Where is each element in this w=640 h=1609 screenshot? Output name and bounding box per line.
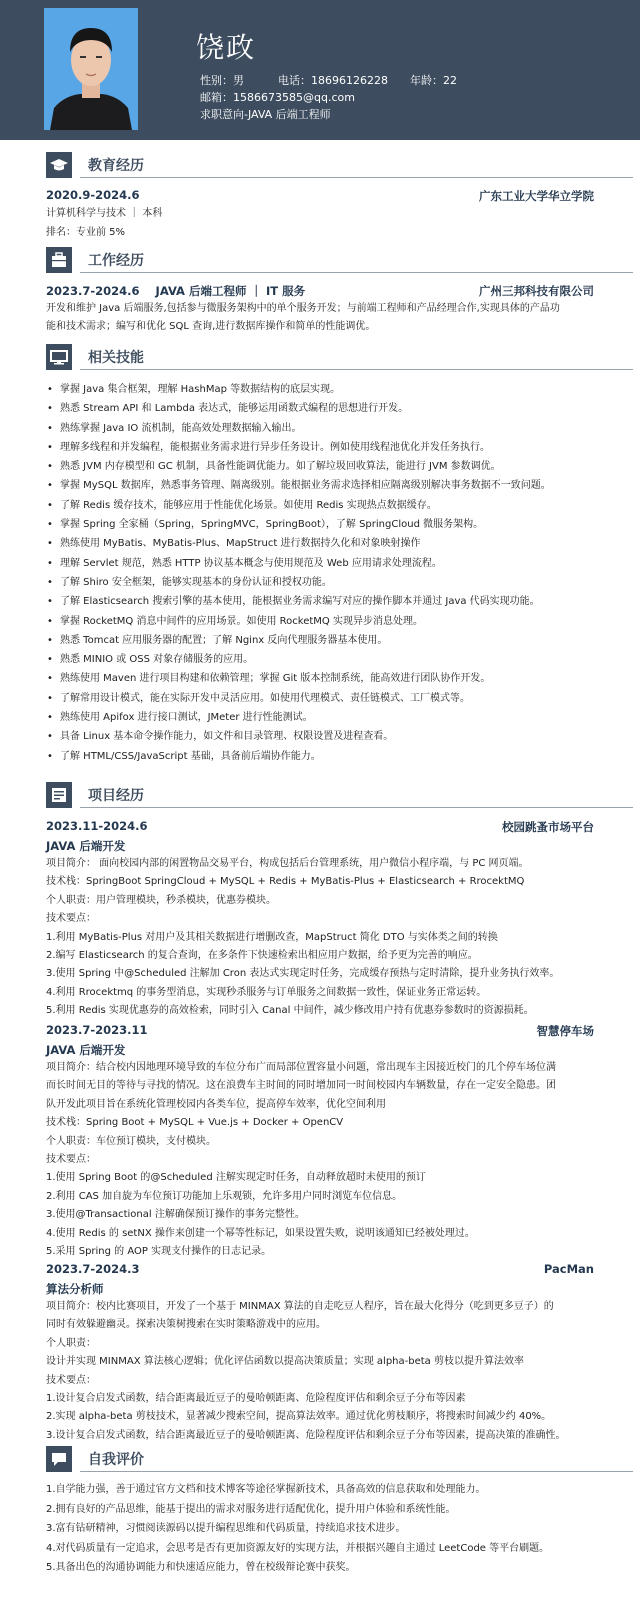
skill-item	[46, 727, 596, 746]
text-line: 1.设计复合启发式函数，结合距离最近豆子的曼哈顿距离、危险程度评估和剩余豆子分布等因素	[46, 1393, 466, 1404]
text-line: 同时有效躲避幽灵。探索决策树搜索在实时策略游戏中的应用。	[46, 1319, 326, 1331]
skill-item	[46, 650, 596, 669]
text-line: 3.富有钻研精神，习惯阅读源码以提升编程思维和代码质量，持续追求技术进步。	[46, 1523, 406, 1534]
bullet-icon: •	[47, 654, 53, 666]
skill-item	[46, 419, 596, 438]
project-name: PacMan	[543, 1262, 594, 1276]
skill-item	[46, 438, 596, 457]
avatar	[44, 8, 138, 130]
education-date: 2020.9-2024.6	[46, 188, 140, 202]
school-name: 广东工业大学华立学院	[479, 189, 594, 203]
company-name: 广州三邦科技有限公司	[479, 284, 594, 298]
text-line: 项目简介：校内比赛项目，开发了一个基于 MINMAX 算法的自走吃豆人程序，旨在最大化得分（吃到更多豆子）的	[46, 1301, 554, 1312]
section-title: 项目经历	[88, 788, 144, 804]
text-line: 1.使用 Spring Boot 的@Scheduled 注解实现定时任务，自动释放超时未使用的预订	[46, 1172, 426, 1184]
section-title: 自我评价	[88, 1452, 144, 1468]
text-line: 2.编写 Elasticsearch 的复合查询，在多条件下快速检索出相应用户数据，给予更为完善的响应。	[46, 950, 478, 961]
text-line: 设计并实现 MINMAX 算法核心逻辑；优化评估函数以提高决策质量；实现 alpha-beta 剪枝以提升算法效率	[46, 1356, 524, 1368]
project-row	[46, 819, 594, 835]
project-name: 校园跳蚤市场平台	[502, 820, 594, 834]
section-title: 相关技能	[88, 350, 144, 366]
text-line: 2.实现 alpha-beta 剪枝技术，显著减少搜索空间，提高算法效率。通过优化剪枝顺序，将搜索时间减少约 40%。	[46, 1411, 552, 1423]
skill-item	[46, 380, 596, 399]
education-major: 计算机科学与技术 ｜ 本科	[46, 208, 163, 219]
bullet-icon: •	[47, 731, 53, 743]
skill-item	[46, 476, 596, 495]
text-line: 4.使用 Redis 的 setNX 操作来创建一个幂等性标记，如果设置失败，说明该通知已经被处理过。	[46, 1227, 475, 1239]
skill-text: 熟练使用 Apifox 进行接口测试，JMeter 进行性能测试。	[60, 712, 313, 724]
skill-text: 具备 Linux 基本命令操作能力，如文件和目录管理、权限设置及进程查看。	[60, 731, 394, 743]
age: 年龄：22	[410, 74, 457, 87]
skill-text: 了解 Shiro 安全框架，能够实现基本的身份认证和授权功能。	[60, 576, 332, 588]
text-line: 项目简介：结合校内因地理环境导致的车位分布广而局部位置容量小问题，常出现车主因接近校门的几个停车场位满	[46, 1062, 556, 1073]
bullet-icon: •	[47, 712, 53, 724]
skill-text: 掌握 MySQL 数据库，熟悉事务管理、隔离级别。能根据业务需求选择相应隔离级别解决事务数据不一致问题。	[60, 480, 551, 492]
skill-text: 掌握 Spring 全家桶（Spring，SpringMVC，SpringBoot），了解 SpringCloud 微服务架构。	[60, 519, 484, 531]
skill-item	[46, 515, 596, 534]
gender: 性别：男	[200, 74, 244, 87]
bullet-icon: •	[47, 576, 53, 588]
section-divider	[80, 177, 633, 178]
education-rank: 排名：专业前 5%	[46, 227, 126, 238]
graduation-cap-icon	[46, 152, 72, 178]
section-divider	[80, 1471, 633, 1472]
text-line: 而长时间无目的等待与寻找的情况。这在浪费车主时间的同时增加同一时间校园内车辆数量，存在一定安全隐患。团	[46, 1080, 556, 1092]
text-line: 3.使用@Transactional 注解确保预订操作的事务完整性。	[46, 1209, 305, 1221]
text-line: 4.对代码质量有一定追求，会思考是否有更加资源友好的实现方法，并根据兴趣自主通过 LeetCode 等平台刷题。	[46, 1542, 550, 1554]
project-row	[46, 1023, 594, 1039]
skill-text: 熟练掌握 Java IO 流机制，能高效处理数据输入输出。	[60, 422, 302, 434]
project-name: 智慧停车场	[536, 1024, 594, 1038]
project-role: 算法分析师	[46, 1282, 104, 1296]
bullet-icon: •	[47, 519, 53, 531]
candidate-name: 饶政	[196, 31, 257, 64]
skill-item	[46, 612, 596, 631]
skills-list	[46, 380, 596, 766]
skill-text: 熟悉 JVM 内存模型和 GC 机制，具备性能调优能力。如了解垃圾回收算法，能进行 JVM 参数调优。	[60, 461, 501, 473]
skill-text: 了解常用设计模式，能在实际开发中灵活应用。如使用代理模式、责任链模式、工厂模式等。	[60, 692, 470, 704]
text-line: 项目简介： 面向校园内部的闲置物品交易平台，构成包括后台管理系统，用户微信小程序端，与 PC 网页端。	[46, 858, 529, 869]
bullet-icon: •	[47, 384, 53, 395]
text-line: 5.采用 Spring 的 AOP 实现支付操作的日志记录。	[46, 1246, 272, 1257]
bullet-icon: •	[47, 634, 53, 646]
skill-text: 了解 HTML/CSS/JavaScript 基础，具备前后端协作能力。	[60, 750, 321, 762]
bullet-icon: •	[47, 615, 53, 627]
text-line: 个人职责：	[46, 1337, 96, 1349]
project-date: 2023.11-2024.6	[46, 819, 148, 833]
text-line: 技术栈：SpringBoot SpringCloud + MySQL + Redis + MyBatis-Plus + Elasticsearch + RrocektMQ	[46, 876, 525, 888]
bullet-icon: •	[47, 499, 53, 511]
section-title: 教育经历	[88, 158, 144, 174]
text-line: 个人职责：用户管理模块，秒杀模块，优惠券模块。	[46, 894, 276, 906]
skill-item	[46, 457, 596, 476]
bullet-icon: •	[47, 750, 53, 762]
skill-text: 理解多线程和并发编程，能根据业务需求进行异步任务设计。例如使用线程池优化并发任务执行。	[60, 441, 490, 453]
portrait-image	[44, 8, 138, 130]
text-line: 技术栈：Spring Boot + MySQL + Vue.js + Docker + OpenCV	[46, 1117, 344, 1129]
skill-item	[46, 669, 596, 688]
bullet-icon: •	[47, 692, 53, 704]
skill-text: 熟练使用 Maven 进行项目构建和依赖管理；掌握 Git 版本控制系统，能高效进行团队协作开发。	[60, 673, 491, 685]
phone: 电话：18696126228	[278, 74, 388, 87]
section-divider	[80, 369, 633, 370]
text-line: 5.具备出色的沟通协调能力和快速适应能力，曾在校级辩论赛中获奖。	[46, 1562, 356, 1573]
skill-item	[46, 747, 596, 766]
text-line: 2.拥有良好的产品思维，能基于提出的需求对服务进行适配优化，提升用户体验和系统性能。	[46, 1503, 456, 1515]
skill-item	[46, 592, 596, 611]
text-line: 技术要点：	[46, 913, 96, 925]
bullet-icon: •	[47, 673, 53, 685]
text-line: 队开发此项目旨在系统化管理校园内各类车位，提高停车效率，优化空间利用	[46, 1098, 386, 1110]
skill-item	[46, 689, 596, 708]
project-date: 2023.7-2024.3	[46, 1262, 140, 1276]
skill-text: 掌握 Java 集合框架，理解 HashMap 等数据结构的底层实现。	[60, 384, 341, 395]
work-description: 能和技术需求；编写和优化 SQL 查询,进行数据库操作和简单的性能调优。	[46, 321, 376, 332]
bullet-icon: •	[47, 461, 53, 473]
text-line: 1.利用 MyBatis-Plus 对用户及其相关数据进行增删改查，MapStruct 简化 DTO 与实体类之间的转换	[46, 931, 498, 943]
text-line: 个人职责：车位预订模块，支付模块。	[46, 1135, 216, 1147]
skill-text: 熟悉 MINIO 或 OSS 对象存储服务的应用。	[60, 654, 254, 666]
briefcase-icon	[46, 247, 72, 273]
bullet-icon: •	[47, 538, 53, 550]
skill-item	[46, 631, 596, 650]
skill-text: 掌握 RocketMQ 消息中间件的应用场景。如使用 RocketMQ 实现异步消息处理。	[60, 615, 423, 627]
skill-item	[46, 573, 596, 592]
work-row	[46, 283, 594, 299]
skill-text: 了解 Redis 缓存技术，能够应用于性能优化场景。如使用 Redis 实现热点数据缓存。	[60, 499, 437, 511]
bullet-icon: •	[47, 480, 53, 492]
bullet-icon: •	[47, 403, 53, 415]
project-row	[46, 1262, 594, 1278]
text-line: 技术要点：	[46, 1374, 96, 1386]
job-intention: 求职意向-JAVA 后端工程师	[200, 108, 331, 121]
text-line: 5.利用 Redis 实现优惠券的高效检索，同时引入 Canal 中间件，减少修改用户持有优惠券参数时的资源损耗。	[46, 1005, 534, 1017]
skill-text: 熟练使用 MyBatis、MyBatis-Plus、MapStruct 进行数据持久化和对象映射操作	[60, 538, 421, 550]
work-description: 开发和维护 Java 后端服务,包括参与微服务架构中的单个服务开发；与前端工程师和产品经理合作,实现具体的产品功	[46, 303, 560, 314]
email: 邮箱：1586673585@qq.com	[200, 91, 355, 104]
skill-text: 熟悉 Stream API 和 Lambda 表达式，能够运用函数式编程的思想进行开发。	[60, 403, 409, 415]
computer-icon	[46, 344, 72, 370]
section-title: 工作经历	[88, 253, 144, 269]
bullet-icon: •	[47, 557, 53, 569]
skill-item	[46, 554, 596, 573]
skill-text: 理解 Servlet 规范，熟悉 HTTP 协议基本概念与使用规范及 Web 应用请求处理流程。	[60, 557, 442, 569]
bullet-icon: •	[47, 422, 53, 434]
text-line: 技术要点：	[46, 1154, 96, 1165]
project-date: 2023.7-2023.11	[46, 1023, 148, 1037]
education-row	[46, 188, 594, 204]
text-line: 3.使用 Spring 中@Scheduled 注解加 Cron 表达式实现定时任务，完成缓存预热与定时清除，提升业务执行效率。	[46, 968, 560, 980]
skill-text: 了解 Elasticsearch 搜索引擎的基本使用，能根据业务需求编写对应的操作脚本并通过 Java 代码实现功能。	[60, 596, 540, 608]
text-line: 3.设计复合启发式函数，结合距离最近豆子的曼哈顿距离、危险程度评估和剩余豆子分布等因素，提高决策的准确性。	[46, 1429, 566, 1441]
skill-item	[46, 708, 596, 727]
basic-info-row	[200, 72, 457, 88]
chat-icon	[46, 1446, 72, 1472]
section-divider	[80, 807, 633, 808]
project-role: JAVA 后端开发	[46, 839, 126, 853]
skill-text: 熟悉 Tomcat 应用服务器的配置；了解 Nginx 反向代理服务器基本使用。	[60, 634, 388, 646]
text-line: 1.自学能力强，善于通过官方文档和技术博客等途径掌握新技术，具备高效的信息获取和处理能力。	[46, 1484, 486, 1495]
text-line: 2.利用 CAS 加自旋为车位预订功能加上乐观锁，允许多用户同时浏览车位信息。	[46, 1190, 403, 1202]
project-role: JAVA 后端开发	[46, 1043, 126, 1057]
bullet-icon: •	[47, 596, 53, 608]
work-date-role: 2023.7-2024.6 JAVA 后端工程师 ｜ IT 服务	[46, 284, 306, 298]
document-icon	[46, 782, 72, 808]
skill-item	[46, 534, 596, 553]
skill-item	[46, 496, 596, 515]
text-line: 4.利用 Rrocektmq 的事务型消息，实现秒杀服务与订单服务之间数据一致性，保证业务正常运转。	[46, 986, 487, 998]
skill-item	[46, 399, 596, 418]
section-divider	[80, 272, 633, 273]
header	[0, 0, 640, 140]
bullet-icon: •	[47, 441, 53, 453]
